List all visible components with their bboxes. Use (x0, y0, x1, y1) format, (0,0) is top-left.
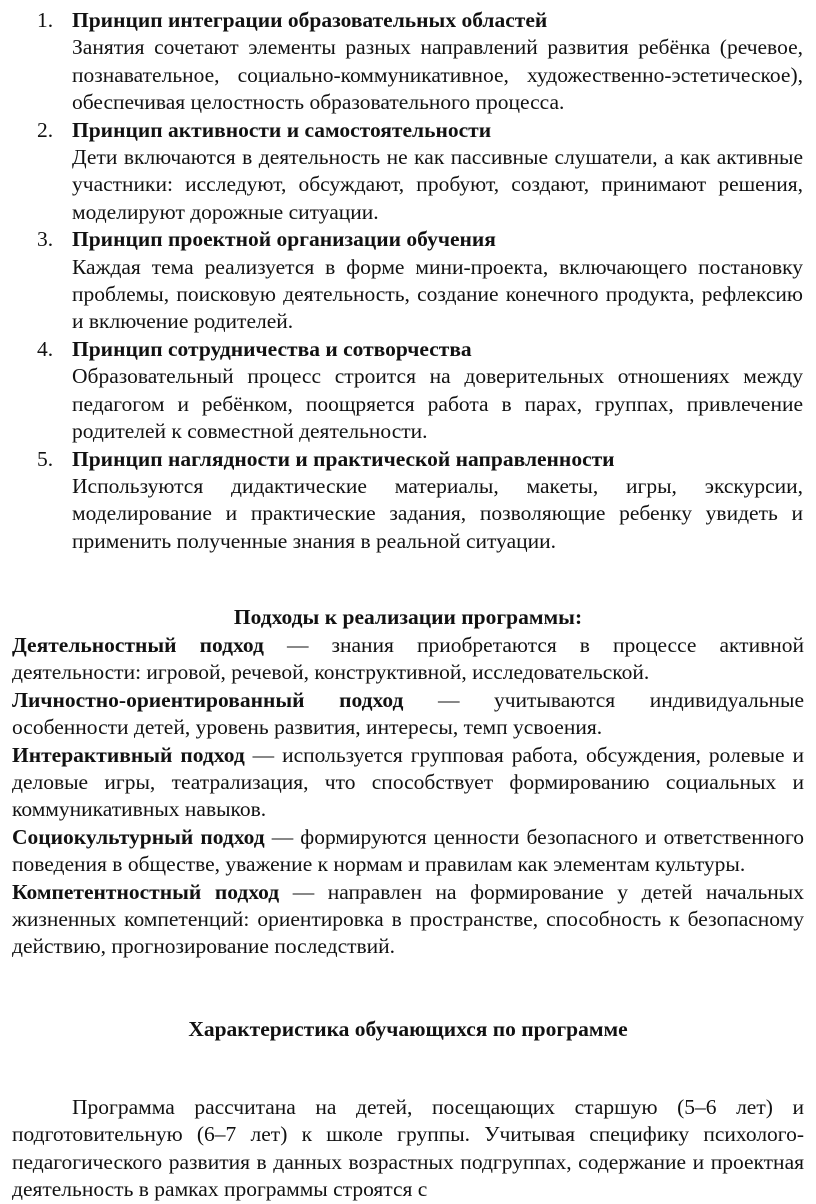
approaches-heading: Подходы к реализации программы: (233, 605, 583, 629)
principle-item (37, 336, 803, 446)
approach-item (12, 632, 804, 687)
approach-text: — знания приобретаются в процессе активной деятельности: игровой, речевой, конструктивной, исследовательской. (12, 633, 804, 685)
principle-text: Дети включаются в деятельность не как пассивные слушатели, а как активные участники: исследуют, обсуждают, пробуют, создают, принимают решения, моделируют дорожные ситуации. (72, 145, 803, 224)
approach-item (12, 687, 804, 742)
approach-text: — формируются ценности безопасного и ответственного поведения в обществе, уважение к нормам и правилам как элементам культуры. (12, 824, 804, 877)
principle-number: 5. (37, 446, 54, 471)
intro-paragraph: Программа рассчитана на детей, посещающих старшую (5–6 лет) и подготовительную (6–7 лет) к школе группы. Учитывая специфику психолого-педагогического развития в данных возрастных подгруппах, содержание и проектная деятельность в рамках программы строятся с (12, 1095, 804, 1202)
approach-name: Деятельностный подход (12, 633, 264, 657)
principle-item (37, 226, 803, 336)
approach-name: Социокультурный подход (12, 824, 265, 849)
approach-item (12, 879, 804, 961)
principle-title: Принцип наглядности и практической направленности (72, 446, 615, 471)
principle-text: Каждая тема реализуется в форме мини-проекта, включающего постановку проблемы, поисковую деятельность, создание конечного продукта, рефлексию и включение родителей. (72, 254, 803, 334)
approaches-list (12, 632, 804, 961)
approach-item (12, 742, 804, 824)
principle-item (37, 7, 803, 117)
approach-text: — используется групповая работа, обсуждения, ролевые и деловые игры, театрализация, что способствует формированию социальных и коммуникативных навыков. (12, 742, 804, 822)
principle-number: 1. (37, 8, 54, 32)
principle-number: 2. (37, 117, 54, 142)
approach-item (12, 824, 804, 879)
principle-item (37, 117, 803, 227)
principle-title: Принцип интеграции образовательных областей (72, 8, 548, 32)
approach-name: Компетентностный подход (12, 879, 280, 904)
principles-list (37, 7, 803, 555)
principle-title: Принцип проектной организации обучения (72, 227, 496, 252)
principle-item (37, 446, 803, 556)
principle-text: Занятия сочетают элементы разных направлений развития ребёнка (речевое, познавательное, социально-коммуникативное, художественно-эстетическое), обеспечивая целостность образовательного процесса. (72, 35, 803, 115)
principle-text: Используются дидактические материалы, макеты, игры, экскурсии, моделирование и практические задания, позволяющие ребенку увидеть и применить полученные знания в реальной ситуации. (72, 473, 803, 553)
approach-text: — направлен на формирование у детей начальных жизненных компетенций: ориентировка в пространстве, способность к безопасному действию, прогнозирование последствий. (12, 879, 805, 959)
students-heading: Характеристика обучающихся по программе (188, 1017, 628, 1041)
approach-name: Интерактивный подход (12, 742, 245, 767)
principle-number: 4. (37, 336, 54, 361)
principle-title: Принцип сотрудничества и сотворчества (72, 336, 472, 361)
principle-title: Принцип активности и самостоятельности (72, 117, 492, 142)
principle-number: 3. (37, 227, 54, 252)
approach-text: — учитываются индивидуальные особенности детей, уровень развития, интересы, темп усвоения. (12, 687, 804, 740)
principle-text: Образовательный процесс строится на доверительных отношениях между педагогом и ребёнком, поощряется работа в парах, группах, привлечение родителей к совместной деятельности. (72, 364, 803, 444)
approach-name: Личностно-ориентированный подход (12, 687, 404, 712)
